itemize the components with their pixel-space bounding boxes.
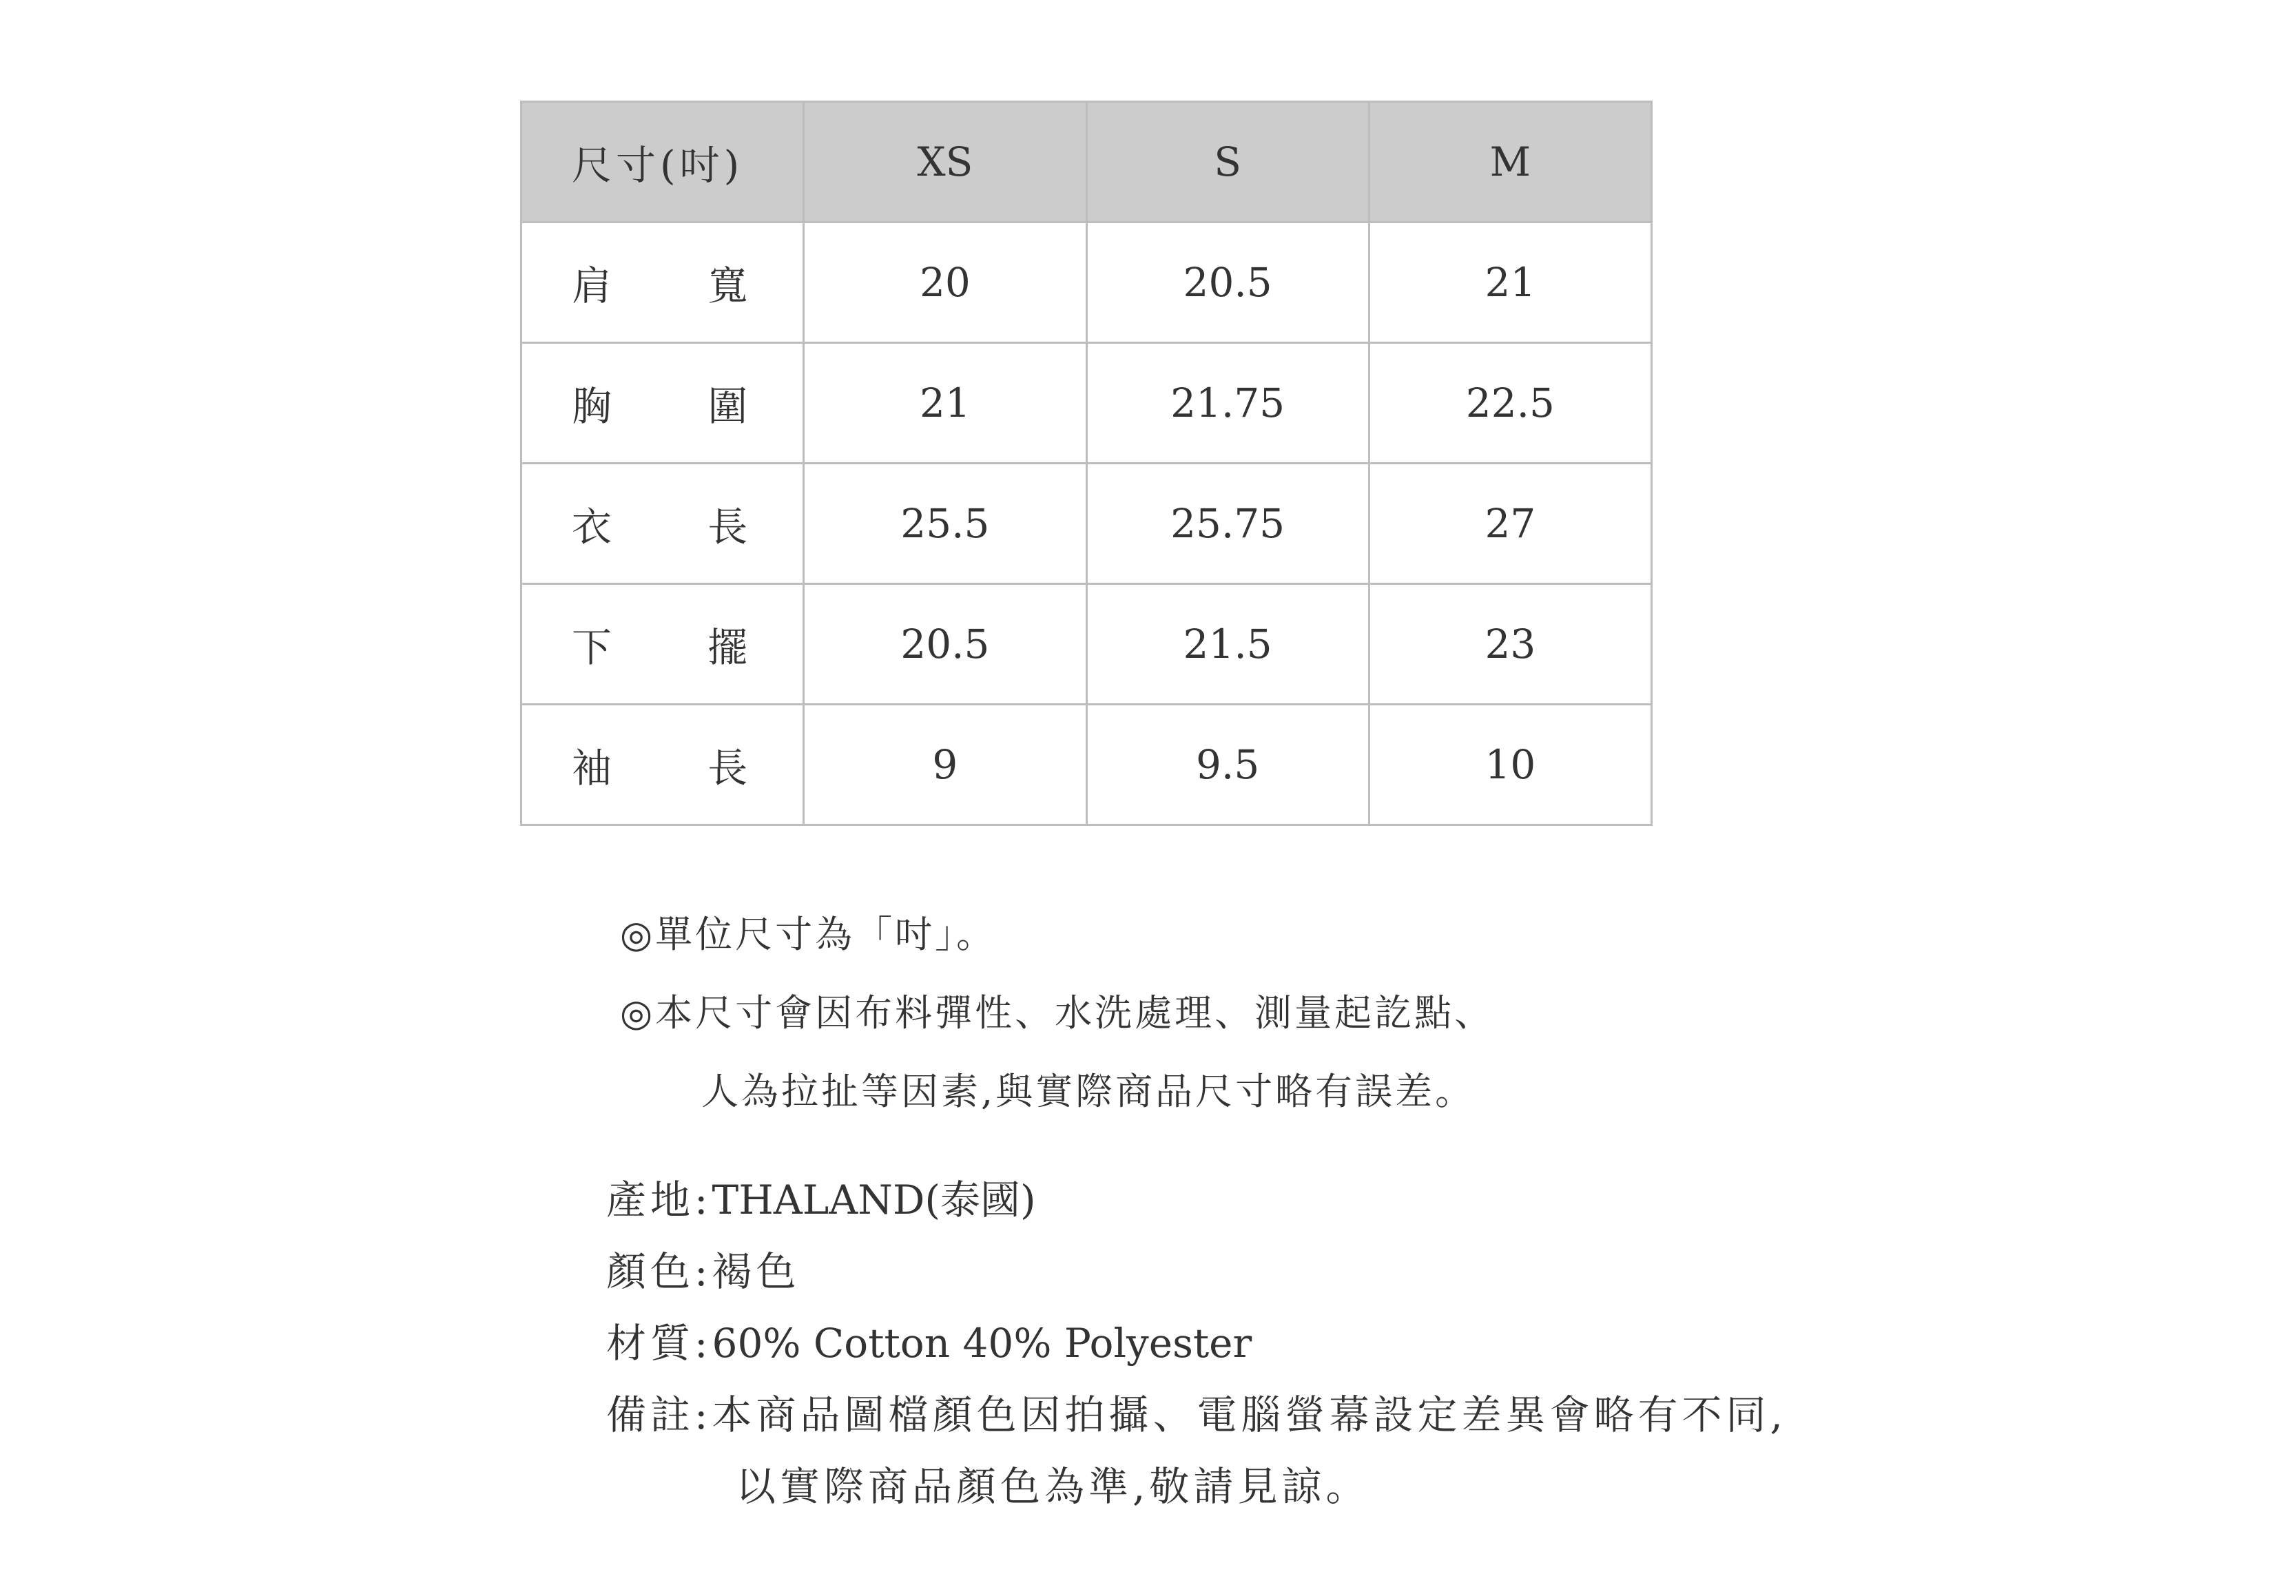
table-cell: 9 [804,705,1086,825]
size-header-xs: XS [804,102,1086,222]
remark-row [606,1379,1787,1451]
table-cell: 20.5 [1086,222,1369,343]
color-value: 褐色 [712,1248,800,1295]
table-row [521,705,1652,825]
table-cell: 21 [804,343,1086,464]
table-cell: 9.5 [1086,705,1369,825]
material-value: 60% Cotton 40% Polyester [712,1320,1252,1367]
size-header-m: M [1369,102,1651,222]
size-chart-table [520,101,1653,826]
origin-value: THALAND(泰國) [712,1177,1036,1223]
table-row [521,343,1652,464]
table-cell: 25.5 [804,464,1086,584]
row-label-shoulder: 肩寬 [521,222,804,343]
table-row [521,222,1652,343]
table-cell: 22.5 [1369,343,1651,464]
origin-key: 產地: [606,1177,712,1223]
origin-row [606,1164,1787,1236]
table-row [521,464,1652,584]
product-info [606,1164,1787,1522]
table-cell: 23 [1369,584,1651,705]
table-cell: 21 [1369,222,1651,343]
variance-note-line1: ◎本尺寸會因布料彈性、水洗處理、測量起訖點、 [620,991,1495,1035]
size-header-label: 尺寸(吋) [521,102,804,222]
table-cell: 25.75 [1086,464,1369,584]
size-header-s: S [1086,102,1369,222]
row-label-length: 衣長 [521,464,804,584]
remark-line2: 以實際商品顏色為準,敬請見諒。 [736,1463,1370,1510]
color-key: 顏色: [606,1248,712,1295]
row-label-sleeve: 袖長 [521,705,804,825]
material-key: 材質: [606,1320,712,1367]
table-cell: 21.75 [1086,343,1369,464]
color-row [606,1236,1787,1307]
row-label-hem: 下擺 [521,584,804,705]
row-label-chest: 胸圍 [521,343,804,464]
size-notes [620,895,1494,1131]
remark-key: 備註: [606,1391,712,1438]
remark-line1: 本商品圖檔顏色因拍攝、電腦螢幕設定差異會略有不同, [712,1391,1787,1438]
material-row [606,1307,1787,1379]
table-cell: 20 [804,222,1086,343]
unit-note: ◎單位尺寸為「吋」。 [620,913,997,956]
table-cell: 10 [1369,705,1651,825]
table-cell: 21.5 [1086,584,1369,705]
table-cell: 20.5 [804,584,1086,705]
table-row [521,584,1652,705]
size-header-row [521,102,1652,222]
table-cell: 27 [1369,464,1651,584]
variance-note-line2: 人為拉扯等因素,與實際商品尺寸略有誤差。 [701,1070,1476,1113]
